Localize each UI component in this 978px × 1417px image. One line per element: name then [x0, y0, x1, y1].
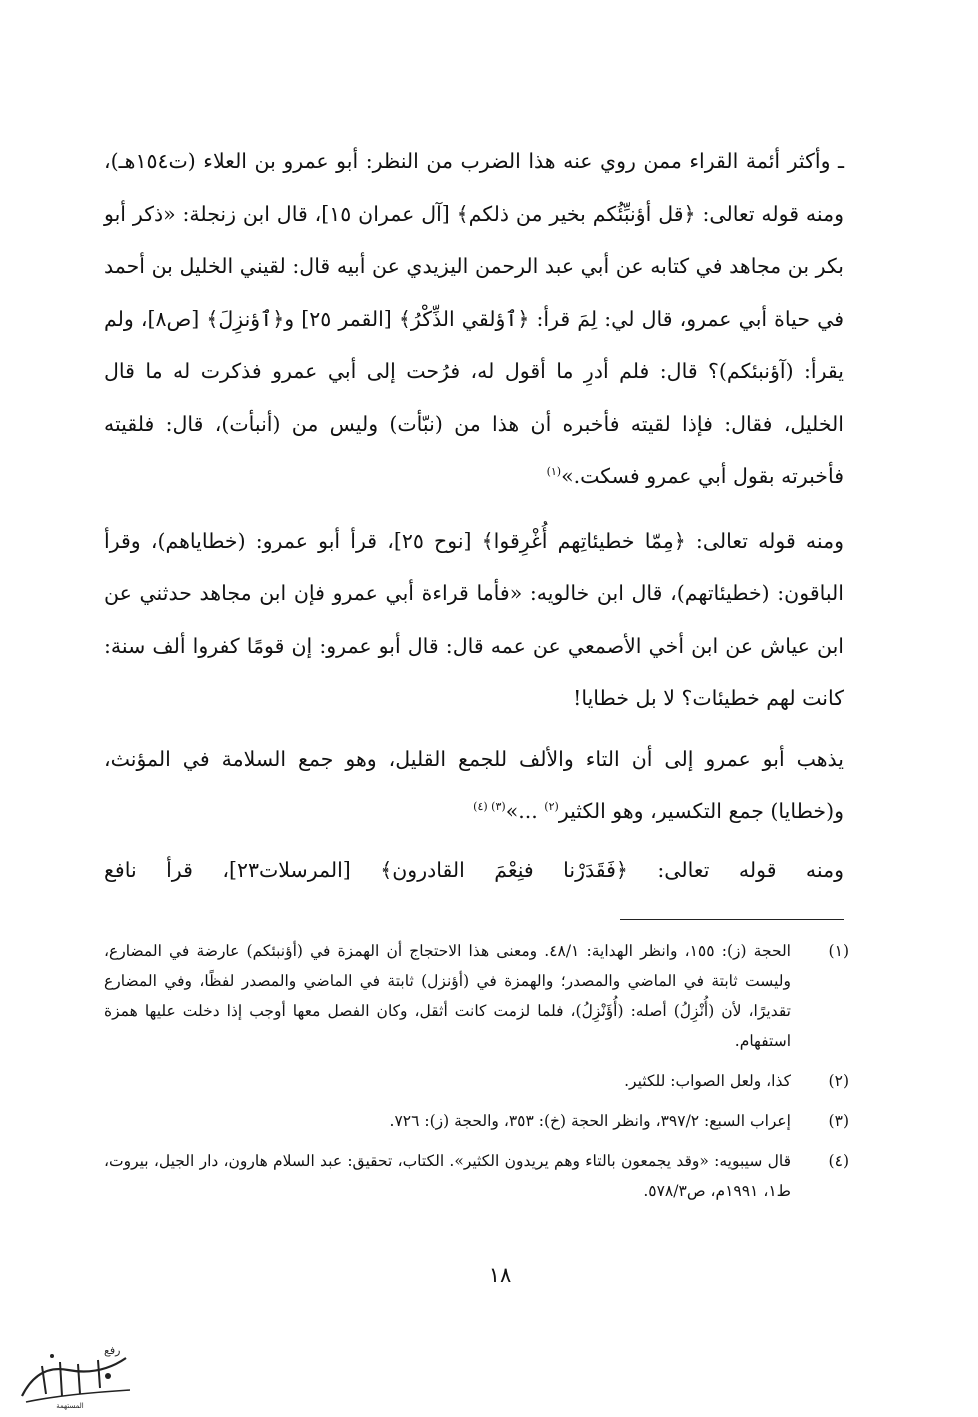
paragraph-2-text: ومنه قوله تعالى: ﴿مِمّا خطيئاتِهم أُغْرِقوا﴾ [نوح ٢٥]، قرأ أبو عمرو: (خطاياهم)، وقرأ الباقون: (خطيئاتهم)، قال ابن خالويه: «فأما قراءة أبي عمرو فإن ابن مجاهد حدثني عن ابن عياش عن ابن أخي الأصمعي عن عمه قال: قال أبو عمرو: إن قومًا كفروا ألف سنة: كانت لهم خطيئات؟ لا بل خطايا!: [104, 528, 844, 710]
footnote-number: (٢): [828, 1072, 849, 1090]
footnote-number: (١): [828, 942, 849, 960]
main-text: [104, 135, 844, 896]
footnote-ref-2: (٢): [544, 800, 559, 814]
paragraph-3: [104, 733, 844, 838]
page-number: ١٨: [488, 1263, 512, 1287]
quote-ellipsis: ...»: [505, 799, 545, 823]
paragraph-2: [104, 515, 844, 725]
footnote-ref-1: (١): [546, 465, 562, 479]
publisher-logo: [8, 1336, 140, 1410]
footnote-number: (٣): [828, 1112, 849, 1130]
footnote-1: [104, 936, 849, 1056]
paragraph-1-text: ـ وأكثر أئمة القراء ممن روي عنه هذا الضرب من النظر: أبو عمرو بن العلاء (ت١٥٤هـ)، ومنه قوله تعالى: ﴿قل أؤنبِّئُكم بخير من ذلكم﴾ [آل عمران ١٥]، قال ابن زنجلة: «ذكر أبو بكر بن مجاهد في كتابه عن أبي عبد الرحمن اليزيدي عن أبيه قال: لقيني الخليل بن أحمد في حياة أبي عمرو، قال لي: لِمَ قرأ: ﴿ٱؤلقي الذِّكْرُ﴾ [القمر ٢٥] و﴿ٱؤنزِلَ﴾ [ص٨]، ولم يقرأ: (آؤنبئكم)؟ قال: فلم أدرِ ما أقول له، فرُحت إلى أبي عمرو فذكرت له ما قال الخليل، فقال: فإذا لقيته فأخبره أن هذا من (نبّأت) وليس من (أنبأت)، قال: فلقيته فأخبرته بقول أبي عمرو فسكت.»: [104, 149, 844, 488]
footnote-text: إعراب السبع: ٣٩٧/٢، وانظر الحجة (خ): ٣٥٣، والحجة (ز): ٧٢٦.: [389, 1112, 791, 1130]
footnote-3: [104, 1106, 849, 1136]
paragraph-4-text: ومنه قوله تعالى: ﴿فَقَدَرْنا فنِعْمَ القادرون﴾ [المرسلات٢٣]، قرأ نافع: [104, 857, 844, 882]
footnote-4: [104, 1146, 849, 1206]
footnote-ref-3-4: (٣) (٤): [473, 800, 506, 814]
footnote-text: قال سيبويه: «وقد يجمعون بالتاء وهم يريدون الكثير». الكتاب، تحقيق: عبد السلام هارون، دار الجيل، بيروت، ط١، ١٩٩١م، ص٥٧٨/٣.: [104, 1152, 791, 1200]
paragraph-4: [104, 844, 844, 897]
footnote-text: الحجة (ز): ١٥٥، وانظر الهداية: ٤٨/١. ومعنى هذا الاحتجاج أن الهمزة في (أؤنبئكم) عارضة في المضارع، وليست ثابتة في الماضي والمصدر؛ والهمزة في (أؤنزل) ثابتة في الماضي والمصدر لفظًا، وفي المضارع تقديرًا، لأن (أُنْزِلُ) أصله: (أُؤَنْزِلُ)، فلما لزمت كانت أثقل، وكان الفصل معها أوجب إذا دخلت عليها همزة استفهام.: [104, 942, 791, 1050]
paragraph-3-text: يذهب أبو عمرو إلى أن التاء والألف للجمع القليل، وهو جمع السلامة في المؤنث، و(خطايا) جمع التكسير، وهو الكثير: [104, 746, 844, 823]
logo-text: المستهمة: [56, 1402, 84, 1410]
footnote-separator: [620, 919, 844, 920]
footnote-number: (٤): [828, 1152, 849, 1170]
logo-small-text: رفع: [104, 1344, 121, 1357]
footnote-text: كذا، ولعل الصواب: للكثير.: [624, 1072, 791, 1090]
footnotes: [104, 936, 849, 1206]
footnote-2: [104, 1066, 849, 1096]
paragraph-1: [104, 135, 844, 503]
